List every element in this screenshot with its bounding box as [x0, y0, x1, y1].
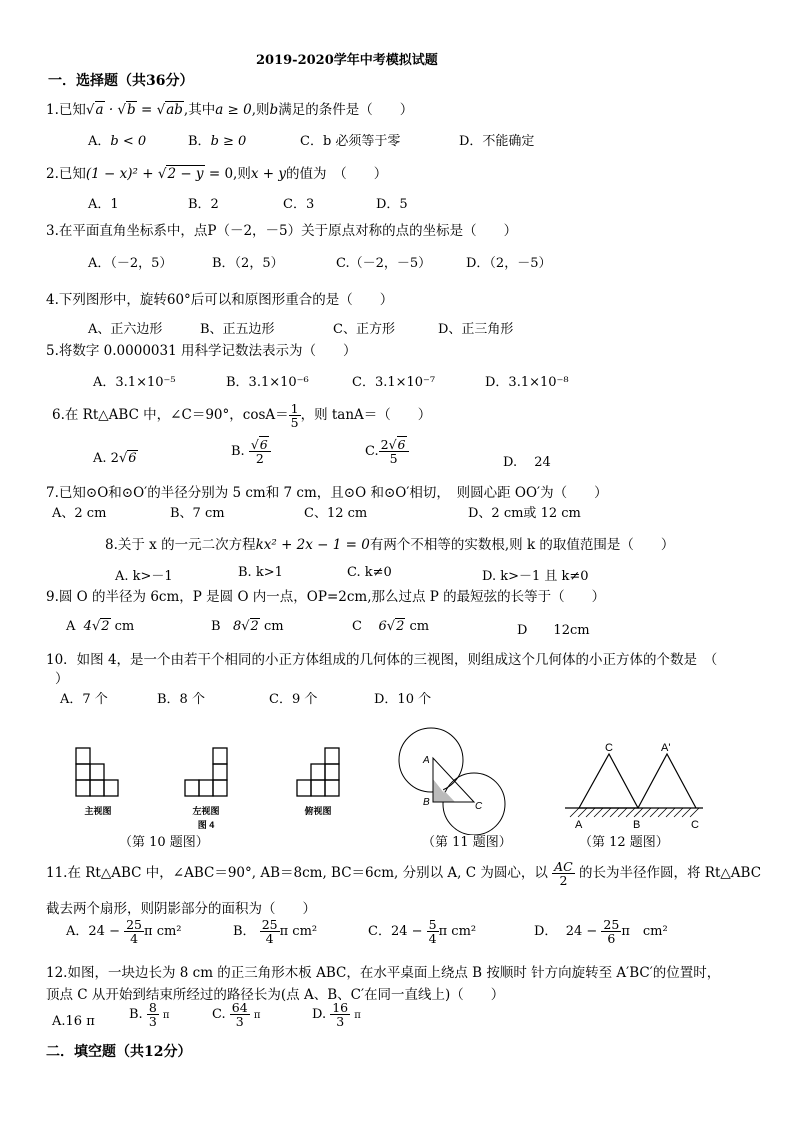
point-c-prime-label: C: [691, 819, 699, 831]
q6-option-c: C. $\frac{2√6}{5}$: [365, 438, 409, 465]
q1-tail: 满足的条件是（ ）: [278, 102, 414, 118]
question-11: 11.在 Rt△ABC 中，∠ABC＝90°, AB＝8cm, BC＝6cm, 分别以 A, C 为圆心，以 $\frac{AC}{2}$ 的长为半径作圆，将 Rt△ABC: [46, 859, 762, 889]
q1-option-c: C．b 必须等于零: [300, 134, 401, 149]
question-7: 7.已知⊙O和⊙O′的半径分别为 5 cm和 7 cm，且⊙O 和⊙O′相切， 则圆心距 OO′为（ ）: [46, 485, 608, 501]
q12-option-a: A.16 π: [52, 1014, 95, 1029]
q12-option-d: D. $\frac{16}{3}$ π: [312, 1000, 361, 1030]
q12-option-c: C. $\frac{64}{3}$ π: [212, 1000, 261, 1030]
q8-option-d: D. k>－1 且 k≠0: [482, 569, 589, 584]
point-a-label: A: [575, 819, 583, 831]
q9-option-a: A 4√2 cm: [66, 619, 135, 634]
point-a-label: A: [423, 755, 430, 766]
q1-mid: ,其中: [183, 102, 216, 118]
point-b-label: B: [633, 819, 641, 831]
q6-option-d: D. 24: [503, 455, 551, 470]
caption-q12: （第 12 题图）: [579, 835, 669, 850]
q1-option-b: B．b ≥ 0: [188, 134, 247, 149]
point-a-prime-label: A': [661, 742, 671, 754]
q2-option-d: D．5: [376, 197, 408, 212]
q7-option-c: C、12 cm: [304, 506, 368, 521]
q11-fraction: $\frac{AC}{2}$: [554, 859, 573, 889]
q10-option-a: A．7 个: [60, 692, 108, 707]
q2-option-c: C．3: [283, 197, 315, 212]
q3-option-b: B．（2，5）: [212, 256, 284, 271]
point-b-label: B: [423, 797, 430, 808]
q1-prefix: 1.已知: [46, 102, 86, 118]
question-1: [46, 98, 413, 118]
q6-option-a: A. 2√6: [93, 451, 137, 466]
q9-option-d: D 12cm: [517, 623, 590, 638]
q2-option-a: A．1: [88, 197, 119, 212]
front-view-label: 主视图: [84, 806, 112, 816]
q10-option-c: C．9 个: [269, 692, 318, 707]
q1-formula: √a · √b = √ab: [85, 102, 183, 118]
question-8: 8.关于 x 的一元二次方程kx² + 2x − 1 = 0有两个不相等的实数根,则 k 的取值范围是（ ）: [105, 537, 675, 553]
q5-option-b: B．3.1×10⁻⁶: [226, 375, 309, 390]
page-title: 2019-2020学年中考模拟试题: [256, 53, 438, 68]
q4-option-b: B、正五边形: [200, 322, 275, 337]
caption-q10: （第 10 题图）: [119, 835, 209, 850]
q4-option-c: C、正方形: [333, 322, 395, 337]
section-heading-fill: 二．填空题（共12分）: [46, 1044, 192, 1060]
q11-option-d: D． 24 − $\frac{25}{6}$ π cm²: [534, 917, 668, 947]
question-6: 6.在 Rt△ABC 中，∠C＝90°，cosA＝ $\frac{1}{5}$ ，则 tanA＝（ ）: [52, 401, 432, 431]
q5-option-d: D．3.1×10⁻⁸: [485, 375, 569, 390]
q1-option-a: A．b < 0: [88, 134, 147, 149]
question-12: 12.如图，一块边长为 8 cm 的正三角形木板 ABC，在水平桌面上绕点 B 按顺时 针方向旋转至 A′BC′的位置时，: [46, 965, 721, 981]
q11-option-b: B． $\frac{25}{4}$ π cm²: [233, 917, 318, 947]
point-c-label: C: [475, 801, 483, 812]
left-view-label: 左视图: [192, 806, 220, 816]
q6-fraction: $\frac{1}{5}$: [290, 401, 299, 431]
figure-q12: [560, 737, 710, 832]
question-10: 10．如图 4，是一个由若干个相同的小正方体组成的几何体的三视图，则组成这个几何体的小正方体的个数是 （: [46, 652, 718, 668]
question-4: 4.下列图形中，旋转60°后可以和原图形重合的是（ ）: [46, 292, 394, 308]
question-12-line2: 顶点 C 从开始到结束所经过的路径长为(点 A、B、C′在同一直线上)（ ）: [46, 987, 505, 1003]
q8-option-b: B. k>1: [238, 565, 283, 580]
q7-option-b: B、7 cm: [170, 506, 225, 521]
top-view-label: 俯视图: [304, 806, 332, 816]
q3-option-a: A．（－2，5）: [88, 256, 173, 271]
section-heading-choice: 一．选择题（共36分）: [48, 73, 194, 89]
q5-option-a: A．3.1×10⁻⁵: [93, 375, 176, 390]
q9-option-b: B 8√2 cm: [211, 619, 284, 634]
q1-condition: a ≥ 0: [215, 102, 252, 118]
question-9: 9.圆 O 的半径为 6cm，P 是圆 O 内一点，OP=2cm,那么过点 P 的最短弦的长等于（ ）: [46, 589, 606, 605]
q1-var: b: [269, 102, 279, 118]
q9-option-c: C 6√2 cm: [352, 619, 430, 634]
q7-option-a: A、2 cm: [52, 506, 107, 521]
q1-option-d: D．不能确定: [459, 134, 535, 149]
caption-q11: （第 11 题图）: [422, 835, 512, 850]
q8-option-a: A. k>－1: [115, 569, 173, 584]
question-5: 5.将数字 0.0000031 用科学记数法表示为（ ）: [46, 343, 357, 359]
q11-option-c: C．24 − $\frac{5}{4}$ π cm²: [368, 917, 477, 947]
q8-option-c: C. k≠0: [347, 565, 392, 580]
figure-q11: [395, 725, 525, 835]
q2-option-b: B．2: [188, 197, 219, 212]
q4-option-a: A、正六边形: [88, 322, 163, 337]
q3-option-d: D．（2，－5）: [466, 256, 552, 271]
q10-option-d: D．10 个: [374, 692, 432, 707]
q6-option-b: B. $\frac{√6}{2}$: [231, 438, 271, 465]
point-c-top-label: C: [605, 742, 613, 754]
figure-4-label: 图 4: [197, 820, 215, 830]
q5-option-c: C．3.1×10⁻⁷: [352, 375, 436, 390]
q12-option-b: B. $\frac{8}{3}$ π: [129, 1000, 170, 1030]
q1-post: ,则: [251, 102, 270, 118]
q4-option-d: D、正三角形: [438, 322, 514, 337]
q7-option-d: D、2 cm或 12 cm: [468, 506, 581, 521]
figure-three-views: [60, 740, 360, 835]
q11-option-a: A．24 − $\frac{25}{4}$ π cm²: [66, 917, 182, 947]
question-10-cont: ）: [55, 671, 69, 687]
question-3: 3.在平面直角坐标系中，点P（－2，－5）关于原点对称的点的坐标是（ ）: [46, 223, 518, 239]
question-2: 2.已知(1 − x)² + √2 − y = 0,则x + y的值为 （ ）: [46, 166, 388, 182]
q3-option-c: C.（－2，－5）: [336, 256, 432, 271]
question-11-line2: 截去两个扇形，则阴影部分的面积为（ ）: [46, 901, 316, 917]
q10-option-b: B．8 个: [157, 692, 205, 707]
